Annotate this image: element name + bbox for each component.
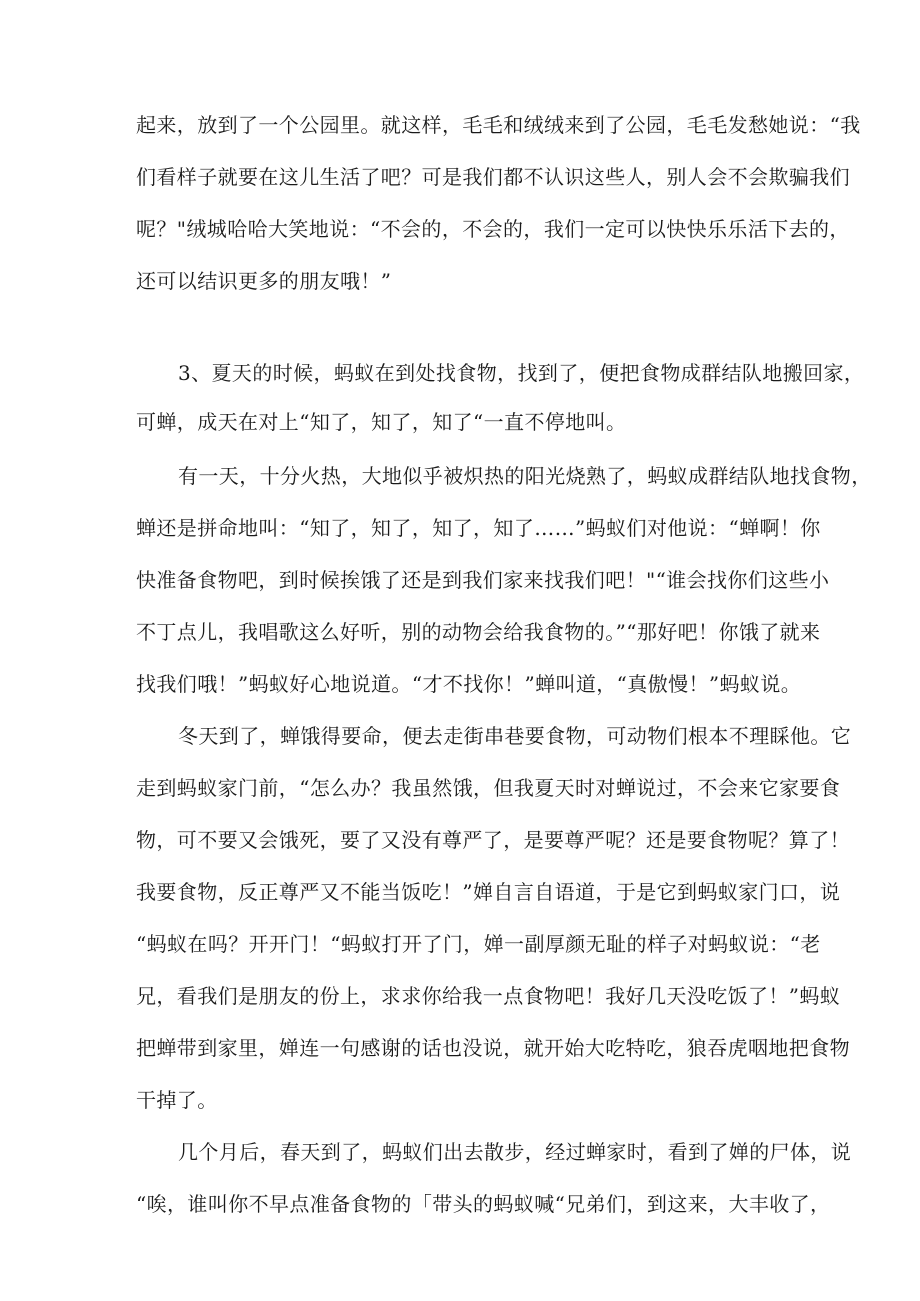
text-line: 们看样子就要在这儿生活了吧？可是我们都不认识这些人，别人会不会欺骗我们 xyxy=(136,165,850,189)
text-line: 物，可不要又会饿死，要了又没有尊严了，是要尊严呢？还是要食物呢？算了！ xyxy=(136,828,850,852)
text-line: 有一天，十分火热，大地似乎被炽热的阳光烧熟了，蚂蚁成群结队地找食物， xyxy=(178,464,872,488)
text-line: 呢？"绒城哈哈大笑地说：“不会的，不会的，我们一定可以快快乐乐活下去的， xyxy=(136,217,850,241)
text-line: 干掉了。 xyxy=(136,1088,218,1112)
text-line: 我要食物，反正尊严又不能当饭吃！”婵自言自语道，于是它到蚂蚁家门口，说 xyxy=(136,880,841,904)
text-line: 蝉还是拼命地叫：“知了，知了，知了，知了……”蚂蚁们对他说：“蝉啊！你 xyxy=(136,516,821,540)
text-line: 几个月后，春天到了，蚂蚁们出去散步，经过蝉家时，看到了婵的尸体，说 xyxy=(178,1140,852,1164)
text-line: “蚂蚁在吗？开开门！“蚂蚁打开了门，婵一副厚颜无耻的样子对蚂蚁说：“老 xyxy=(136,932,821,956)
text-line: 可蝉，成天在对上“知了，知了，知了“一直不停地叫。 xyxy=(136,410,627,434)
text-line: 还可以结识更多的朋友哦！” xyxy=(136,269,392,293)
text-line: “唉，谁叫你不早点准备食物的「带头的蚂蚁喊“兄弟们，到这来，大丰收了， xyxy=(136,1192,831,1216)
text-line: 不丁点儿，我唱歌这么好听，别的动物会给我食物的。”“那好吧！你饿了就来 xyxy=(136,620,821,644)
text-line: 快准备食物吧，到时候挨饿了还是到我们家来找我们吧！"“谁会找你们这些小 xyxy=(136,568,830,592)
text-line: 走到蚂蚁家门前，“怎么办？我虽然饿，但我夏天时对蝉说过，不会来它家要食 xyxy=(136,776,841,800)
text-line: 兄，看我们是朋友的份上，求求你给我一点食物吧！我好几天没吃饭了！”蚂蚁 xyxy=(136,984,841,1008)
text-line: 3、夏天的时候，蚂蚁在到处找食物，找到了，便把食物成群结队地搬回家， xyxy=(178,361,865,385)
text-line: 冬天到了，蝉饿得要命，便去走街串巷要食物，可动物们根本不理睬他。它 xyxy=(178,724,852,748)
text-line: 找我们哦！”蚂蚁好心地说道。“才不找你！”蝉叫道，“真傲慢！”蚂蚁说。 xyxy=(136,672,802,696)
text-line: 把蝉带到家里，婵连一句感谢的话也没说，就开始大吃特吃，狼吞虎咽地把食物 xyxy=(136,1036,850,1060)
text-line: 起来，放到了一个公园里。就这样，毛毛和绒绒来到了公园，毛毛发愁她说：“我 xyxy=(136,113,861,137)
